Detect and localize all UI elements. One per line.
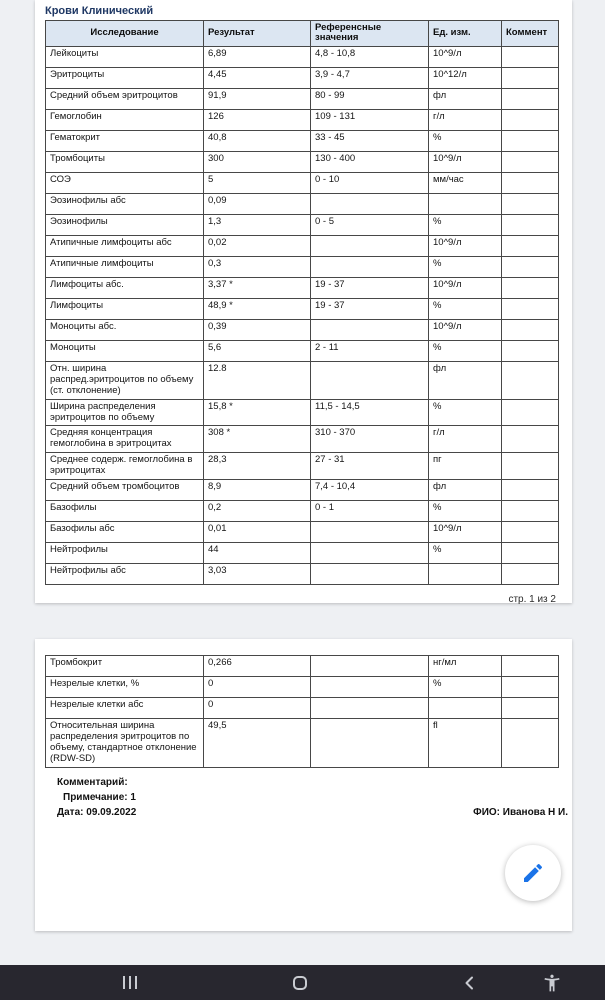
cell-comment bbox=[502, 256, 559, 277]
cell-unit: фл bbox=[429, 480, 502, 501]
header-reference: Референсные значения bbox=[311, 21, 429, 47]
cell-result: 6,89 bbox=[204, 46, 311, 67]
cell-result: 0,39 bbox=[204, 319, 311, 340]
cell-unit: % bbox=[429, 214, 502, 235]
cell-test-name: Эозинофилы bbox=[46, 214, 204, 235]
cell-comment bbox=[502, 656, 559, 677]
pencil-icon bbox=[521, 861, 545, 885]
table-row bbox=[46, 564, 559, 585]
cell-comment bbox=[502, 277, 559, 298]
cell-reference bbox=[311, 719, 429, 768]
table-row bbox=[46, 151, 559, 172]
table-row bbox=[46, 130, 559, 151]
cell-reference: 4,8 - 10,8 bbox=[311, 46, 429, 67]
cell-unit: 10^9/л bbox=[429, 151, 502, 172]
cell-test-name: Гематокрит bbox=[46, 130, 204, 151]
cell-test-name: Лимфоциты bbox=[46, 298, 204, 319]
cell-comment bbox=[502, 151, 559, 172]
table-row bbox=[46, 501, 559, 522]
system-navbar bbox=[0, 965, 605, 1000]
accessibility-icon bbox=[542, 973, 562, 993]
table-row bbox=[46, 453, 559, 480]
cell-unit bbox=[429, 698, 502, 719]
table-row bbox=[46, 426, 559, 453]
cell-result: 308 * bbox=[204, 426, 311, 453]
cell-reference: 11,5 - 14,5 bbox=[311, 399, 429, 426]
cell-comment bbox=[502, 480, 559, 501]
cell-comment bbox=[502, 88, 559, 109]
document-title: Крови Клинический bbox=[45, 5, 154, 17]
cell-result: 12.8 bbox=[204, 361, 311, 399]
cell-comment bbox=[502, 361, 559, 399]
cell-comment bbox=[502, 67, 559, 88]
cell-result: 91,9 bbox=[204, 88, 311, 109]
cell-result: 0,01 bbox=[204, 522, 311, 543]
cell-unit: 10^9/л bbox=[429, 277, 502, 298]
cell-unit: 10^9/л bbox=[429, 235, 502, 256]
cell-unit: пг bbox=[429, 453, 502, 480]
cell-result: 126 bbox=[204, 109, 311, 130]
note-label: Примечание: 1 bbox=[63, 791, 136, 803]
cell-comment bbox=[502, 109, 559, 130]
cell-test-name: Базофилы bbox=[46, 501, 204, 522]
header-result: Результат bbox=[204, 21, 311, 47]
cell-test-name: Атипичные лимфоциты абс bbox=[46, 235, 204, 256]
cell-result: 0 bbox=[204, 677, 311, 698]
cell-comment bbox=[502, 193, 559, 214]
table-header-row bbox=[46, 21, 559, 47]
cell-test-name: СОЭ bbox=[46, 172, 204, 193]
cell-reference: 27 - 31 bbox=[311, 453, 429, 480]
cell-reference bbox=[311, 193, 429, 214]
cell-unit: % bbox=[429, 677, 502, 698]
cell-comment bbox=[502, 340, 559, 361]
cell-test-name: Средний объем тромбоцитов bbox=[46, 480, 204, 501]
cell-result: 40,8 bbox=[204, 130, 311, 151]
cell-unit: 10^9/л bbox=[429, 46, 502, 67]
cell-unit: 10^9/л bbox=[429, 522, 502, 543]
cell-unit: % bbox=[429, 130, 502, 151]
cell-unit: мм/час bbox=[429, 172, 502, 193]
cell-test-name: Среднее содерж. гемоглобина в эритроцитах bbox=[46, 453, 204, 480]
cell-unit: % bbox=[429, 340, 502, 361]
cell-reference: 7,4 - 10,4 bbox=[311, 480, 429, 501]
cell-comment bbox=[502, 426, 559, 453]
cell-unit: нг/мл bbox=[429, 656, 502, 677]
cell-test-name: Незрелые клетки абс bbox=[46, 698, 204, 719]
cell-reference bbox=[311, 698, 429, 719]
cell-reference bbox=[311, 677, 429, 698]
cell-comment bbox=[502, 564, 559, 585]
cell-result: 0,266 bbox=[204, 656, 311, 677]
table-row bbox=[46, 67, 559, 88]
cell-unit: fl bbox=[429, 719, 502, 768]
cell-test-name: Моноциты абс. bbox=[46, 319, 204, 340]
cell-result: 5 bbox=[204, 172, 311, 193]
cell-unit: фл bbox=[429, 88, 502, 109]
cell-result: 1,3 bbox=[204, 214, 311, 235]
cell-result: 5,6 bbox=[204, 340, 311, 361]
cell-comment bbox=[502, 130, 559, 151]
cell-comment bbox=[502, 399, 559, 426]
cell-result: 300 bbox=[204, 151, 311, 172]
cell-test-name: Моноциты bbox=[46, 340, 204, 361]
cell-reference bbox=[311, 656, 429, 677]
cell-test-name: Атипичные лимфоциты bbox=[46, 256, 204, 277]
recents-icon bbox=[123, 976, 137, 989]
recents-button[interactable] bbox=[106, 965, 154, 1000]
cell-result: 3,37 * bbox=[204, 277, 311, 298]
table-row bbox=[46, 193, 559, 214]
cell-reference bbox=[311, 319, 429, 340]
header-comment: Коммент bbox=[502, 21, 559, 47]
cell-comment bbox=[502, 46, 559, 67]
cell-result: 0,02 bbox=[204, 235, 311, 256]
fio-label: ФИО: Иванова Н И. bbox=[473, 806, 568, 818]
cell-unit: г/л bbox=[429, 109, 502, 130]
cell-test-name: Тромбокрит bbox=[46, 656, 204, 677]
cell-result: 49,5 bbox=[204, 719, 311, 768]
table-row bbox=[46, 214, 559, 235]
cell-result: 15,8 * bbox=[204, 399, 311, 426]
cell-test-name: Базофилы абс bbox=[46, 522, 204, 543]
table-row bbox=[46, 656, 559, 677]
document-page-1 bbox=[35, 0, 572, 606]
cell-reference: 310 - 370 bbox=[311, 426, 429, 453]
cell-result: 0 bbox=[204, 698, 311, 719]
back-button[interactable] bbox=[446, 965, 494, 1000]
cell-test-name: Отн. ширина распред.эритроцитов по объему (ст. отклонение) bbox=[46, 361, 204, 399]
table-row bbox=[46, 698, 559, 719]
table-row bbox=[46, 543, 559, 564]
cell-reference bbox=[311, 564, 429, 585]
cell-test-name: Ширина распределения эритроцитов по объему bbox=[46, 399, 204, 426]
table-row bbox=[46, 277, 559, 298]
cell-comment bbox=[502, 453, 559, 480]
cell-result: 0,2 bbox=[204, 501, 311, 522]
comment-label: Комментарий: bbox=[57, 776, 128, 788]
cell-result: 44 bbox=[204, 543, 311, 564]
cell-comment bbox=[502, 719, 559, 768]
cell-unit: % bbox=[429, 298, 502, 319]
page-number-label: стр. 1 из 2 bbox=[508, 594, 556, 606]
cell-reference: 0 - 1 bbox=[311, 501, 429, 522]
cell-comment bbox=[502, 214, 559, 235]
table-row bbox=[46, 235, 559, 256]
cell-comment bbox=[502, 522, 559, 543]
table-row bbox=[46, 298, 559, 319]
cell-test-name: Средняя концентрация гемоглобина в эритроцитах bbox=[46, 426, 204, 453]
cell-reference: 80 - 99 bbox=[311, 88, 429, 109]
table-row bbox=[46, 88, 559, 109]
cell-result: 4,45 bbox=[204, 67, 311, 88]
cell-test-name: Тромбоциты bbox=[46, 151, 204, 172]
table-row bbox=[46, 256, 559, 277]
document-footer bbox=[35, 775, 572, 820]
cell-unit: 10^9/л bbox=[429, 319, 502, 340]
cell-reference bbox=[311, 543, 429, 564]
table-row bbox=[46, 522, 559, 543]
cell-reference: 19 - 37 bbox=[311, 298, 429, 319]
accessibility-button[interactable] bbox=[532, 965, 572, 1000]
document-page-2 bbox=[35, 639, 572, 931]
date-fio-row bbox=[35, 805, 572, 820]
table-row bbox=[46, 172, 559, 193]
cell-unit: % bbox=[429, 399, 502, 426]
cell-comment bbox=[502, 543, 559, 564]
cell-unit: % bbox=[429, 501, 502, 522]
cell-result: 28,3 bbox=[204, 453, 311, 480]
table-row bbox=[46, 399, 559, 426]
cell-result: 8,9 bbox=[204, 480, 311, 501]
table-row bbox=[46, 109, 559, 130]
date-label: Дата: 09.09.2022 bbox=[57, 806, 137, 818]
cell-test-name: Нейтрофилы абс bbox=[46, 564, 204, 585]
cell-unit bbox=[429, 564, 502, 585]
cell-reference bbox=[311, 522, 429, 543]
cell-unit: % bbox=[429, 543, 502, 564]
cell-reference: 109 - 131 bbox=[311, 109, 429, 130]
cell-unit: фл bbox=[429, 361, 502, 399]
cell-comment bbox=[502, 698, 559, 719]
cell-unit: 10^12/л bbox=[429, 67, 502, 88]
cell-result: 0,09 bbox=[204, 193, 311, 214]
home-icon bbox=[293, 976, 307, 990]
cell-unit: % bbox=[429, 256, 502, 277]
cell-reference: 0 - 10 bbox=[311, 172, 429, 193]
cell-reference bbox=[311, 361, 429, 399]
cell-comment bbox=[502, 298, 559, 319]
table-row bbox=[46, 46, 559, 67]
cell-test-name: Гемоглобин bbox=[46, 109, 204, 130]
table-row bbox=[46, 340, 559, 361]
cell-reference: 2 - 11 bbox=[311, 340, 429, 361]
cell-test-name: Эозинофилы абс bbox=[46, 193, 204, 214]
cell-reference: 3,9 - 4,7 bbox=[311, 67, 429, 88]
cell-unit bbox=[429, 193, 502, 214]
back-icon bbox=[462, 975, 478, 991]
cell-unit: г/л bbox=[429, 426, 502, 453]
edit-fab-button[interactable] bbox=[505, 845, 561, 901]
cell-comment bbox=[502, 319, 559, 340]
cell-reference: 130 - 400 bbox=[311, 151, 429, 172]
table-row bbox=[46, 319, 559, 340]
cell-reference: 19 - 37 bbox=[311, 277, 429, 298]
cell-comment bbox=[502, 501, 559, 522]
cell-reference: 0 - 5 bbox=[311, 214, 429, 235]
cell-test-name: Нейтрофилы bbox=[46, 543, 204, 564]
cell-result: 48,9 * bbox=[204, 298, 311, 319]
cell-comment bbox=[502, 172, 559, 193]
results-table-page2 bbox=[45, 655, 559, 768]
cell-test-name: Эритроциты bbox=[46, 67, 204, 88]
home-button[interactable] bbox=[276, 965, 324, 1000]
header-test-name: Исследование bbox=[46, 21, 204, 47]
cell-test-name: Средний объем эритроцитов bbox=[46, 88, 204, 109]
header-unit: Ед. изм. bbox=[429, 21, 502, 47]
cell-test-name: Незрелые клетки, % bbox=[46, 677, 204, 698]
cell-comment bbox=[502, 235, 559, 256]
table-row bbox=[46, 480, 559, 501]
cell-test-name: Лимфоциты абс. bbox=[46, 277, 204, 298]
table-row bbox=[46, 677, 559, 698]
cell-comment bbox=[502, 677, 559, 698]
cell-reference bbox=[311, 235, 429, 256]
results-table-page1 bbox=[45, 20, 559, 585]
cell-reference bbox=[311, 256, 429, 277]
cell-result: 0,3 bbox=[204, 256, 311, 277]
cell-test-name: Относительная ширина распределения эритроцитов по объему, стандартное отклонение (RDW-SD) bbox=[46, 719, 204, 768]
table-row bbox=[46, 361, 559, 399]
cell-reference: 33 - 45 bbox=[311, 130, 429, 151]
table-row bbox=[46, 719, 559, 768]
cell-test-name: Лейкоциты bbox=[46, 46, 204, 67]
cell-result: 3,03 bbox=[204, 564, 311, 585]
